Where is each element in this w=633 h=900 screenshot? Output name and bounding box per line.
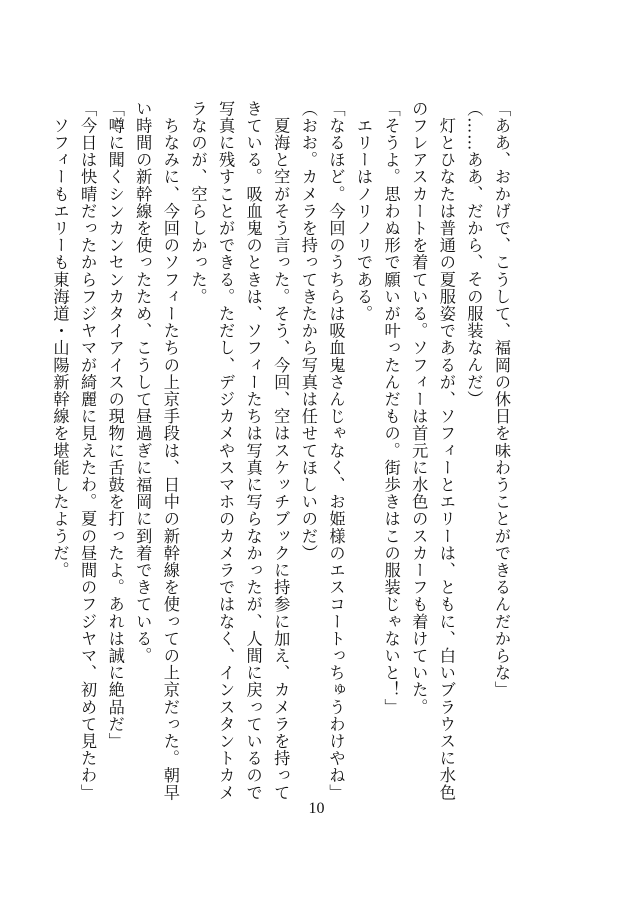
text-line: 「噂に聞くシンカンセンカタイアイスの現物に舌鼓を打ったよ。あれは誠に絶品だ」 [105, 100, 125, 750]
text-line: （……ああ、だから、その服装なんだ） [464, 100, 484, 408]
text-line: ソフィーもエリーも東海道・山陽新幹線を堪能したようだ。 [50, 100, 70, 579]
text-line: のフレアスカートを着ている。ソフィーは首元に水色のスカーフも着けていた。 [409, 100, 429, 716]
text-line: 「ああ、おかげで、こうして、福岡の休日を味わうことができるんだからな」 [492, 100, 511, 699]
text-line: きている。吸血鬼のときは、ソフィーたちは写真に写らなかったが、人間に戻っているので [243, 100, 263, 802]
text-line: 「今日は快晴だったからフジヤマが綺麗に見えたわ。夏の昼間のフジヤマ、初めて見たわ」 [78, 100, 98, 802]
text-line: ラなのが、空らしかった。 [188, 100, 208, 306]
vertical-text-body [50, 100, 515, 802]
page-number: 10 [308, 800, 325, 817]
text-line: 夏海と空がそう言った。そう、今回、空はスケッチブックに持参に加え、カメラを持って [271, 100, 291, 802]
text-line: エリーはノリノリである。 [354, 100, 374, 323]
text-line: い時間の新幹線を使ったため、こうして昼過ぎに福岡に到着できている。 [133, 100, 153, 665]
text-line: （おお。カメラを持ってきたから写真は任せてほしいのだ） [298, 100, 318, 562]
text-line: 「なるほど。今回のうちらは吸血鬼さんじゃなく、お姫様のエスコートっちゅうわけやね」 [326, 100, 346, 802]
text-line: 灯とひなたは普通の夏服姿であるが、ソフィーとエリーは、ともに、白いブラウスに水色 [436, 100, 456, 802]
text-line: 「そうよ。思わぬ形で願いが叶ったんだもの。街歩きはこの服装じゃないと！」 [381, 100, 401, 716]
text-line: 写真に残すことができる。ただし、デジカメやスマホのカメラではなく、インスタントカメ [216, 100, 236, 802]
text-line: ちなみに、今回のソフィーたちの上京手段は、日中の新幹線を使っての上京だった。朝早 [160, 100, 180, 802]
